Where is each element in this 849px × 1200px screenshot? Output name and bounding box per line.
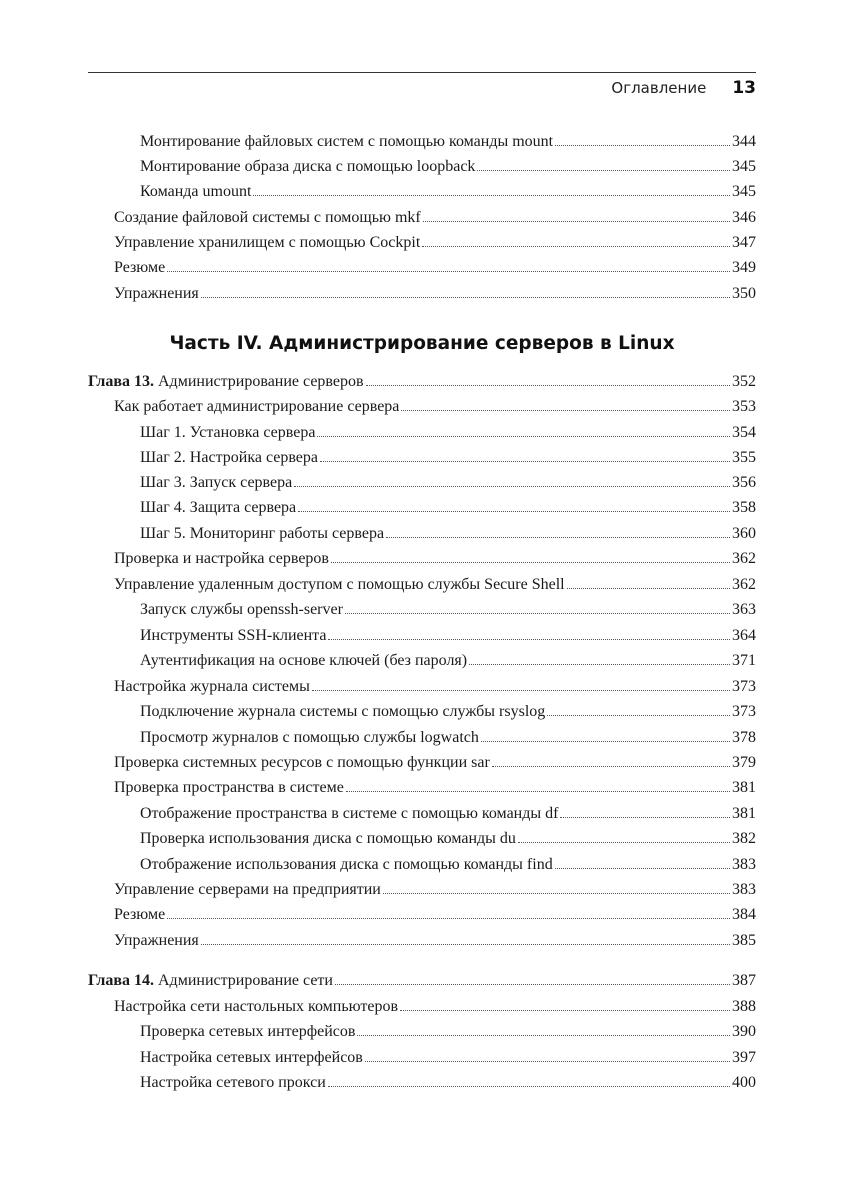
toc-entry-page: 356 (732, 474, 756, 491)
toc-leader (357, 1035, 730, 1036)
toc-entry-title: Запуск службы openssh-server (140, 601, 343, 618)
toc-leader (383, 893, 730, 894)
toc-entry-page: 388 (732, 998, 756, 1015)
toc-entry-page: 353 (732, 398, 756, 415)
toc-entry-page: 373 (732, 703, 756, 720)
toc-leader (345, 613, 730, 614)
toc-entry-page: 381 (732, 805, 756, 822)
toc-entry[interactable] (114, 778, 756, 798)
toc-entry-title: Управление серверами на предприятии (114, 881, 381, 898)
toc-leader (331, 562, 730, 563)
toc-leader (423, 221, 730, 222)
toc-chapter-entry[interactable] (88, 971, 756, 991)
toc-entry-page: 364 (732, 627, 756, 644)
toc-leader (366, 385, 730, 386)
toc-entry-page: 350 (732, 285, 756, 302)
toc-leader (298, 511, 730, 512)
toc-entry-page: 349 (732, 259, 756, 276)
toc-entry-title: Шаг 1. Установка сервера (140, 424, 316, 441)
toc-entry-title: Аутентификация на основе ключей (без пароля) (140, 652, 468, 669)
toc-leader (400, 1010, 730, 1011)
toc-entry[interactable] (114, 258, 756, 278)
toc-entry[interactable] (140, 498, 756, 518)
toc-entry[interactable] (114, 233, 756, 253)
toc-entry[interactable] (140, 728, 756, 748)
toc-leader (320, 461, 730, 462)
toc-entry-page: 371 (732, 652, 756, 669)
toc-entry-page: 362 (732, 576, 756, 593)
toc-entry[interactable] (140, 804, 756, 824)
toc-entry-page: 385 (732, 932, 756, 949)
toc-entry-page: 387 (732, 972, 756, 989)
toc-entry-title: Проверка пространства в системе (114, 779, 344, 796)
toc-entry[interactable] (140, 182, 756, 202)
toc-entry-title: Монтирование образа диска с помощью loopback (140, 158, 476, 175)
toc-entry[interactable] (114, 931, 756, 951)
toc-entry[interactable] (140, 626, 756, 646)
toc-entry-title: Настройка сетевых интерфейсов (140, 1049, 363, 1066)
toc-entry[interactable] (114, 284, 756, 304)
toc-entry-page: 346 (732, 209, 756, 226)
toc-entry-title: Команда umount (140, 183, 252, 200)
toc-entry[interactable] (140, 1073, 756, 1093)
toc-leader (560, 817, 730, 818)
chapter-prefix: Глава 14. (88, 972, 154, 989)
chapter-prefix: Глава 13. (88, 373, 154, 390)
toc-leader (469, 664, 730, 665)
toc-leader (317, 436, 730, 437)
toc-leader (294, 486, 730, 487)
toc-entry[interactable] (140, 423, 756, 443)
toc-entry-page: 345 (732, 158, 756, 175)
toc-entry-page: 383 (732, 881, 756, 898)
running-header (611, 78, 756, 98)
toc-entry-title: Отображение использования диска с помощью команды find (140, 856, 553, 873)
toc-leader (567, 588, 730, 589)
toc-entry-page: 390 (732, 1023, 756, 1040)
part-heading: Часть IV. Администрирование серверов в Linux (169, 333, 675, 354)
toc-entry[interactable] (140, 132, 756, 152)
toc-entry[interactable] (114, 549, 756, 569)
toc-leader (167, 918, 730, 919)
toc-entry[interactable] (140, 1022, 756, 1042)
toc-leader (547, 715, 730, 716)
toc-entry-title: Подключение журнала системы с помощью службы rsyslog (140, 703, 546, 720)
toc-entry[interactable] (140, 702, 756, 722)
toc-entry-title: Просмотр журналов с помощью службы logwatch (140, 729, 479, 746)
toc-entry-title: Шаг 2. Настройка сервера (140, 449, 319, 466)
toc-leader (518, 842, 730, 843)
toc-entry[interactable] (114, 753, 756, 773)
toc-entry-page: 373 (732, 678, 756, 695)
toc-entry-page: 379 (732, 754, 756, 771)
toc-entry[interactable] (140, 524, 756, 544)
toc-entry-page: 360 (732, 525, 756, 542)
toc-entry[interactable] (140, 855, 756, 875)
toc-entry-title: Упражнения (114, 932, 199, 949)
toc-entry-page: 344 (732, 133, 756, 150)
toc-entry-title: Проверка и настройка серверов (114, 550, 329, 567)
toc-entry[interactable] (140, 600, 756, 620)
toc-leader (555, 868, 730, 869)
toc-entry-page: 352 (732, 373, 756, 390)
toc-entry-title: Управление хранилищем с помощью Cockpit (114, 234, 421, 251)
toc-entry-title: Проверка сетевых интерфейсов (140, 1023, 356, 1040)
toc-leader (401, 410, 730, 411)
toc-entry[interactable] (140, 157, 756, 177)
toc-entry-title: Проверка использования диска с помощью команды du (140, 830, 516, 847)
toc-entry-title: Резюме (114, 906, 166, 923)
toc-leader (346, 791, 730, 792)
toc-leader (365, 1061, 730, 1062)
toc-entry-title: Шаг 4. Защита сервера (140, 499, 297, 516)
toc-entry-page: 355 (732, 449, 756, 466)
toc-entry-title: Проверка системных ресурсов с помощью функции sar (114, 754, 490, 771)
toc-entry-page: 382 (732, 830, 756, 847)
toc-leader (477, 170, 730, 171)
toc-entry-page: 347 (732, 234, 756, 251)
toc-leader (328, 639, 730, 640)
toc-entry[interactable] (140, 448, 756, 468)
toc-entry-page: 383 (732, 856, 756, 873)
toc-entry-page: 345 (732, 183, 756, 200)
toc-entry-page: 378 (732, 729, 756, 746)
toc-entry-title: Упражнения (114, 285, 199, 302)
toc-entry[interactable] (114, 677, 756, 697)
toc-entry[interactable] (114, 997, 756, 1017)
toc-chapter-title (88, 372, 364, 392)
toc-leader (253, 195, 730, 196)
toc-entry-title: Настройка журнала системы (114, 678, 310, 695)
toc-entry-title: Инструменты SSH-клиента (140, 627, 327, 644)
toc-entry-title: Создание файловой системы с помощью mkf (114, 209, 421, 226)
toc-entry[interactable] (114, 208, 756, 228)
toc-chapter-title (88, 971, 333, 991)
toc-entry-page: 363 (732, 601, 756, 618)
toc-entry-title: Отображение пространства в системе с помощью команды df (140, 805, 559, 822)
toc-entry[interactable] (140, 829, 756, 849)
toc-entry-title: Настройка сети настольных компьютеров (114, 998, 399, 1015)
toc-entry-title: Шаг 3. Запуск сервера (140, 474, 293, 491)
header-label: Оглавление (611, 79, 707, 97)
toc-entry[interactable] (114, 905, 756, 925)
toc-entry-title: Настройка сетевого прокси (140, 1074, 326, 1091)
toc-leader (328, 1086, 730, 1087)
toc-entry-page: 381 (732, 779, 756, 796)
toc-entry-page: 397 (732, 1049, 756, 1066)
toc-entry-title: Как работает администрирование сервера (114, 398, 400, 415)
toc-entry-page: 384 (732, 906, 756, 923)
toc-entry[interactable] (114, 397, 756, 417)
toc-entry-page: 362 (732, 550, 756, 567)
chapter-title: Администрирование сети (158, 972, 333, 989)
toc-leader (481, 741, 730, 742)
toc-leader (312, 690, 730, 691)
toc-entry[interactable] (114, 575, 756, 595)
toc-leader (201, 944, 730, 945)
toc-entry[interactable] (140, 651, 756, 671)
toc-leader (492, 766, 730, 767)
header-rule (88, 72, 756, 73)
toc-entry-page: 358 (732, 499, 756, 516)
toc-leader (386, 537, 730, 538)
chapter-title: Администрирование серверов (158, 373, 364, 390)
toc-leader (422, 246, 730, 247)
toc-leader (201, 297, 730, 298)
toc-chapter-entry[interactable] (88, 372, 756, 392)
toc-entry[interactable] (140, 1048, 756, 1068)
toc-entry[interactable] (140, 473, 756, 493)
toc-entry-title: Резюме (114, 259, 166, 276)
toc-entry-title: Монтирование файловых систем с помощью команды mount (140, 133, 554, 150)
toc-entry[interactable] (114, 880, 756, 900)
toc-entry-page: 400 (732, 1074, 756, 1091)
toc-leader (335, 984, 730, 985)
toc-leader (167, 271, 730, 272)
toc-entry-page: 354 (732, 424, 756, 441)
toc-leader (555, 145, 730, 146)
toc-entry-title: Управление удаленным доступом с помощью службы Secure Shell (114, 576, 565, 593)
toc-entry-title: Шаг 5. Мониторинг работы сервера (140, 525, 385, 542)
page-number: 13 (732, 78, 756, 98)
